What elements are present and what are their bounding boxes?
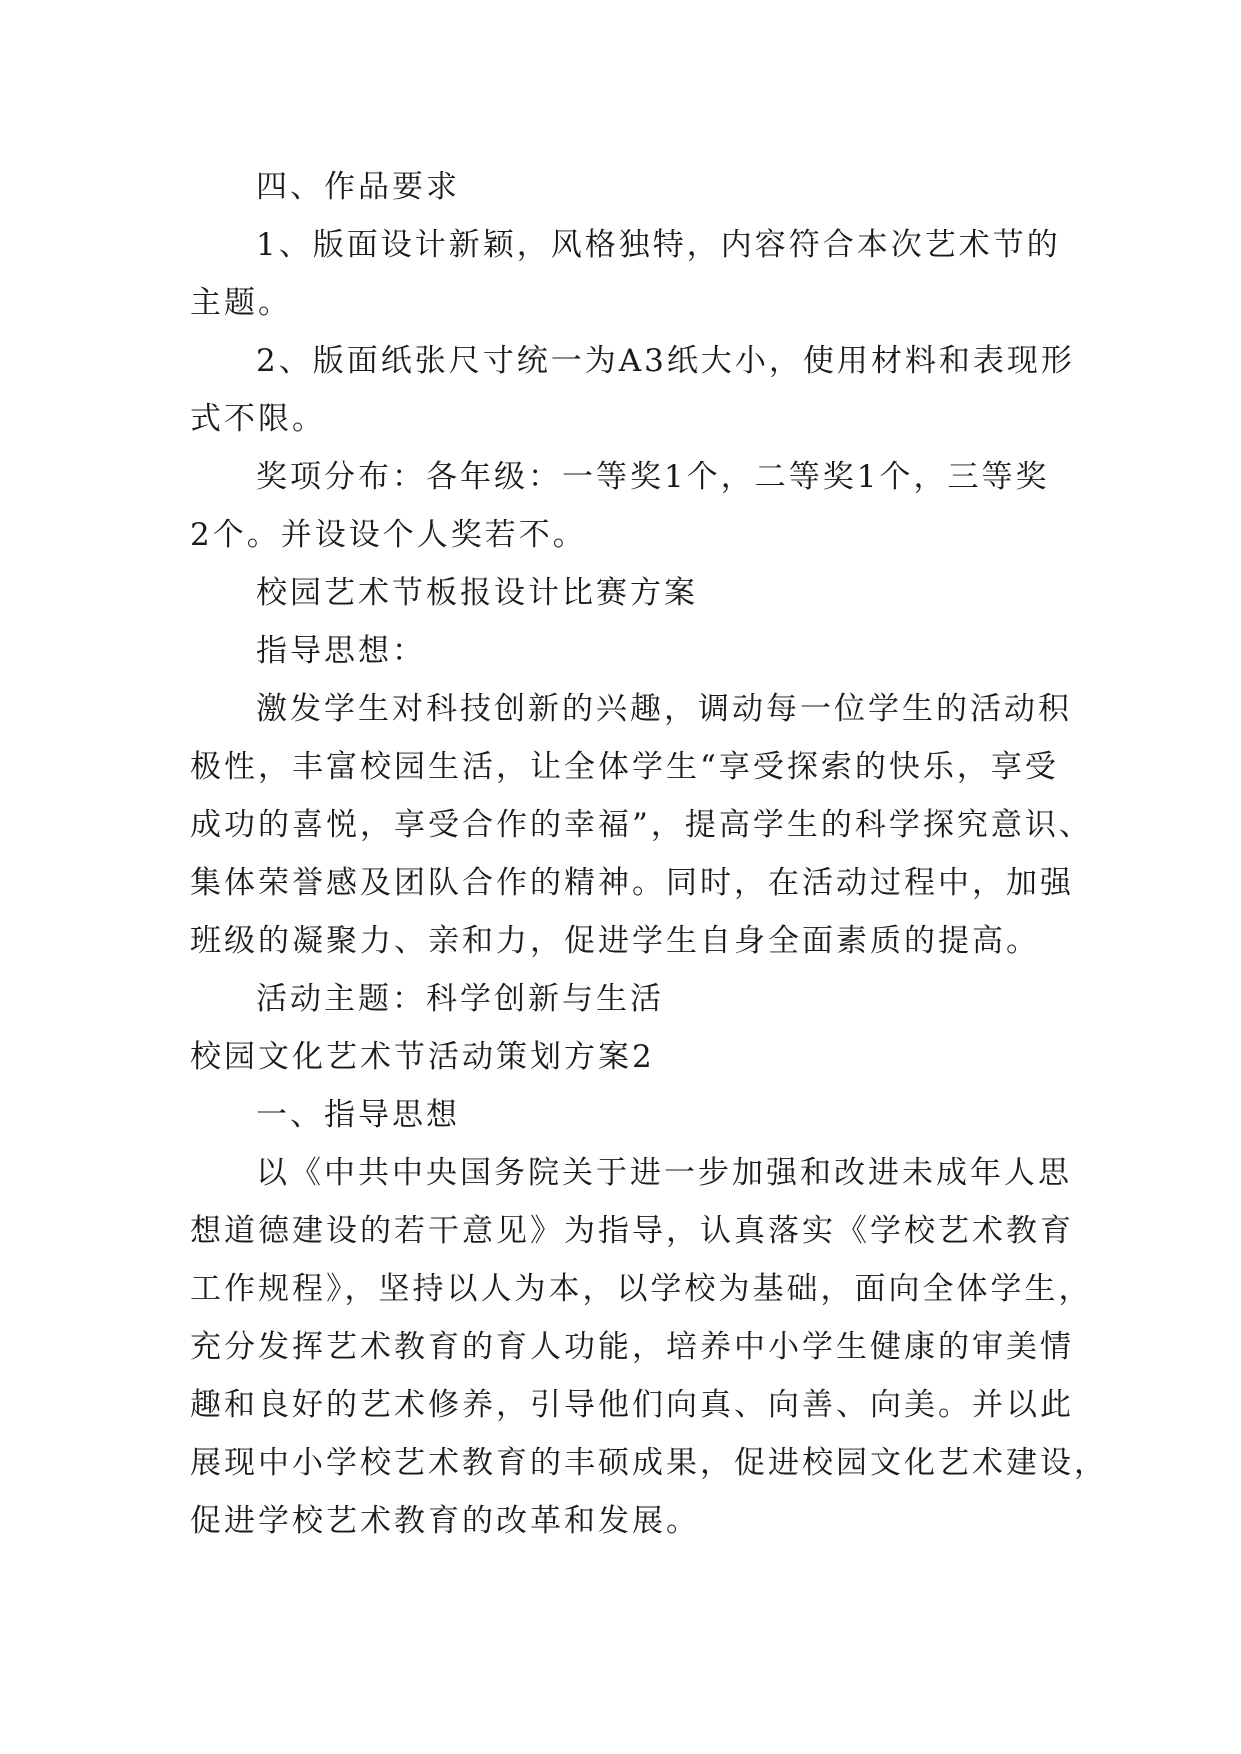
document-body bbox=[190, 158, 1108, 1550]
section-heading-requirements: 四、作品要求 bbox=[256, 169, 460, 205]
paragraph-line: 想道德建设的若干意见》为指导，认真落实《学校艺术教育 bbox=[190, 1213, 1074, 1249]
paragraph-line: 集体荣誉感及团队合作的精神。同时，在活动过程中，加强 bbox=[190, 865, 1074, 901]
paragraph-line: 奖项分布：各年级：一等奖1个，二等奖1个，三等奖 bbox=[256, 459, 1050, 495]
paragraph-line: 展现中小学校艺术教育的丰硕成果，促进校园文化艺术建设， bbox=[190, 1445, 1108, 1481]
activity-theme: 活动主题：科学创新与生活 bbox=[256, 981, 664, 1017]
paragraph-line: 激发学生对科技创新的兴趣，调动每一位学生的活动积 bbox=[256, 691, 1072, 727]
paragraph-line: 极性，丰富校园生活，让全体学生“享受探索的快乐，享受 bbox=[190, 749, 1059, 785]
paragraph-line: 以《中共中央国务院关于进一步加强和改进未成年人思 bbox=[256, 1155, 1072, 1191]
section-heading-guiding-idea-2: 一、指导思想 bbox=[256, 1097, 460, 1133]
paragraph-line: 促进学校艺术教育的改革和发展。 bbox=[190, 1503, 700, 1539]
paragraph-line: 班级的凝聚力、亲和力，促进学生自身全面素质的提高。 bbox=[190, 923, 1040, 959]
paragraph-line: 成功的喜悦，享受合作的幸福”，提高学生的科学探究意识、 bbox=[190, 807, 1093, 843]
paragraph-line: 1、版面设计新颖，风格独特，内容符合本次艺术节的 bbox=[256, 227, 1061, 263]
paragraph-line: 式不限。 bbox=[190, 401, 326, 437]
plan-title-2: 校园文化艺术节活动策划方案2 bbox=[190, 1039, 655, 1075]
paragraph-line: 主题。 bbox=[190, 285, 292, 321]
section-heading-guiding-idea: 指导思想： bbox=[256, 633, 426, 669]
plan-title: 校园艺术节板报设计比赛方案 bbox=[256, 575, 698, 611]
paragraph-line: 2、版面纸张尺寸统一为A3纸大小，使用材料和表现形 bbox=[256, 343, 1075, 379]
paragraph-line: 趣和良好的艺术修养，引导他们向真、向善、向美。并以此 bbox=[190, 1387, 1074, 1423]
paragraph-line: 2个。并设设个人奖若不。 bbox=[190, 517, 587, 553]
paragraph-line: 工作规程》，坚持以人为本，以学校为基础，面向全体学生， bbox=[190, 1271, 1093, 1307]
paragraph-line: 充分发挥艺术教育的育人功能，培养中小学生健康的审美情 bbox=[190, 1329, 1074, 1365]
